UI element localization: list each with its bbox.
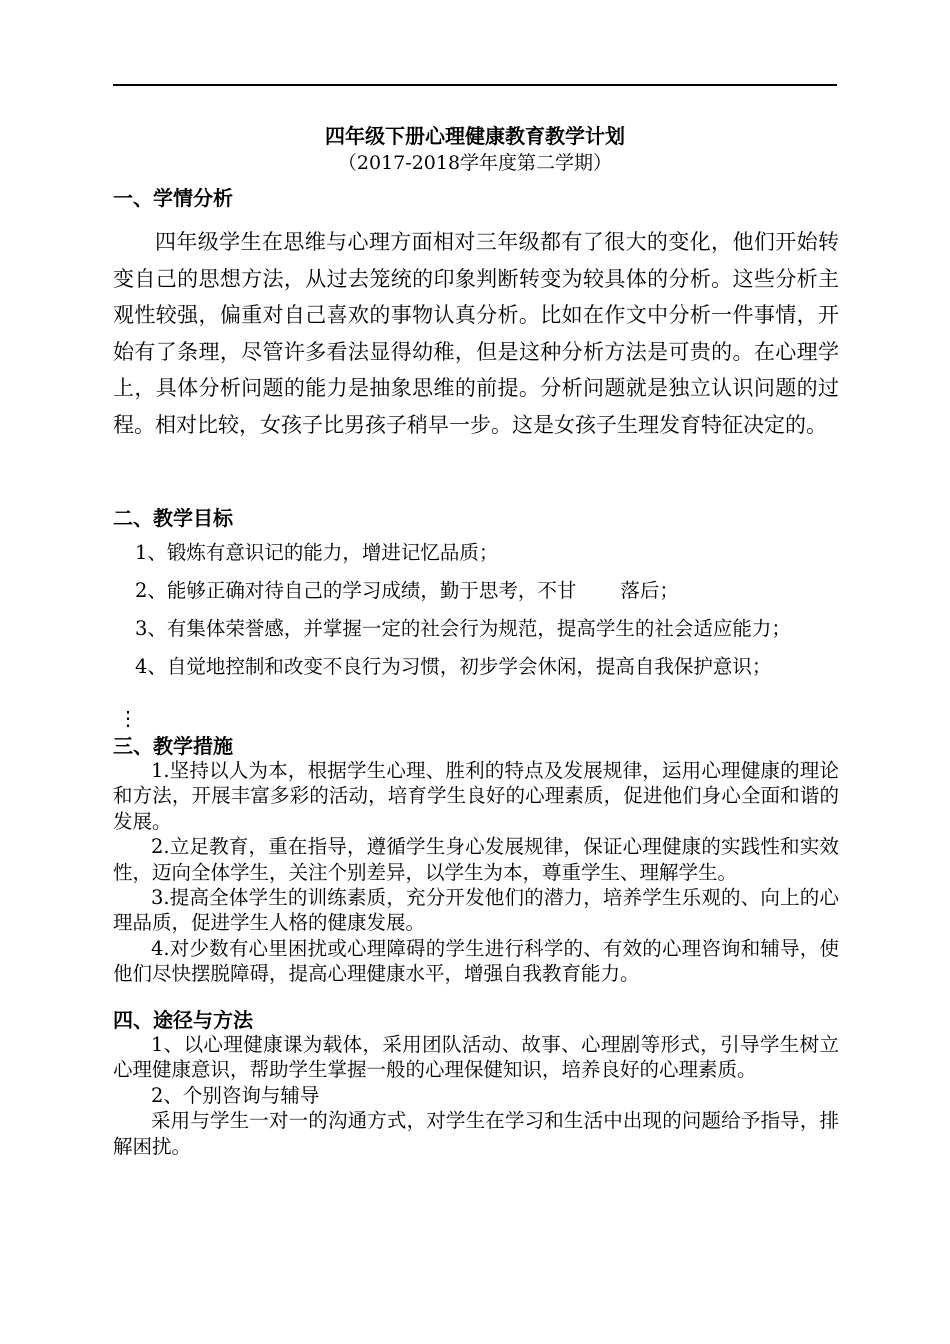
method-paragraph: 1、以心理健康课为载体，采用团队活动、故事、心理剧等形式，引导学生树立心理健康意识，帮助学生掌握一般的心理保健知识，培养良好的心理素质。 <box>113 1033 839 1082</box>
vertical-ellipsis: ⋮ <box>118 706 138 730</box>
goal-item <box>113 572 853 610</box>
method-paragraph: 采用与学生一对一的沟通方式，对学生在学习和生活中出现的问题给予指导，排解困扰。 <box>113 1109 839 1158</box>
measure-paragraph: 3.提高全体学生的训练素质，充分开发他们的潜力，培养学生乐观的、向上的心理品质，促进学生人格的健康发展。 <box>113 886 839 935</box>
document-title: 四年级下册心理健康教育教学计划 <box>325 124 625 148</box>
analysis-paragraph <box>113 224 839 443</box>
goal-item: 1、锻炼有意识记的能力，增进记忆品质； <box>135 541 499 564</box>
measure-paragraph: 4.对少数有心里困扰或心理障碍的学生进行科学的、有效的心理咨询和辅导，使他们尽快摆脱障碍，提高心理健康水平，增强自我教育能力。 <box>113 936 839 986</box>
section-heading-methods: 四、途径与方法 <box>113 1008 253 1032</box>
goal-item-text: 2、能够正确对待自己的学习成绩，勤于思考，不甘 <box>135 579 577 602</box>
measures-block <box>113 758 839 987</box>
goal-item: 4、自觉地控制和改变不良行为习惯，初步学会休闲，提高自我保护意识； <box>135 655 772 678</box>
measure-paragraph: 1.坚持以人为本，根据学生心理、胜利的特点及发展规律，运用心理健康的理论和方法，开展丰富多彩的活动，培育学生良好的心理素质，促进他们身心全面和谐的发展。 <box>113 759 839 833</box>
goal-item: 3、有集体荣誉感，并掌握一定的社会行为规范，提高学生的社会适应能力； <box>135 617 791 640</box>
document-subtitle: （2017-2018学年度第二学期） <box>337 152 613 174</box>
goal-item-tail: 落后； <box>620 579 679 602</box>
measure-paragraph: 2.立足教育，重在指导，遵循学生身心发展规律，保证心理健康的实践性和实效性，迈向全体学生，关注个别差异，以学生为本，尊重学生、理解学生。 <box>113 835 839 884</box>
section-heading-measures: 三、教学措施 <box>113 734 233 758</box>
section-heading-analysis: 一、学情分析 <box>113 186 233 210</box>
goals-list <box>113 534 853 686</box>
header-rule <box>113 84 837 86</box>
methods-block <box>113 1032 839 1159</box>
method-paragraph: 2、个别咨询与辅导 <box>151 1083 320 1107</box>
analysis-text: 四年级学生在思维与心理方面相对三年级都有了很大的变化，他们开始转变自己的思想方法，从过去笼统的印象判断转变为较具体的分析。这些分析主观性较强，偏重对自己喜欢的事物认真分析。比如在作文中分析一件事情，开始有了条理，尽管许多看法显得幼稚，但是这种分析方法是可贵的。在心理学上，具体分析问题的能力是抽象思维的前提。分析问题就是独立认识问题的过程。相对比较，女孩子比男孩子稍早一步。这是女孩子生理发育特征决定的。 <box>113 230 839 437</box>
section-heading-goals: 二、教学目标 <box>113 506 233 530</box>
